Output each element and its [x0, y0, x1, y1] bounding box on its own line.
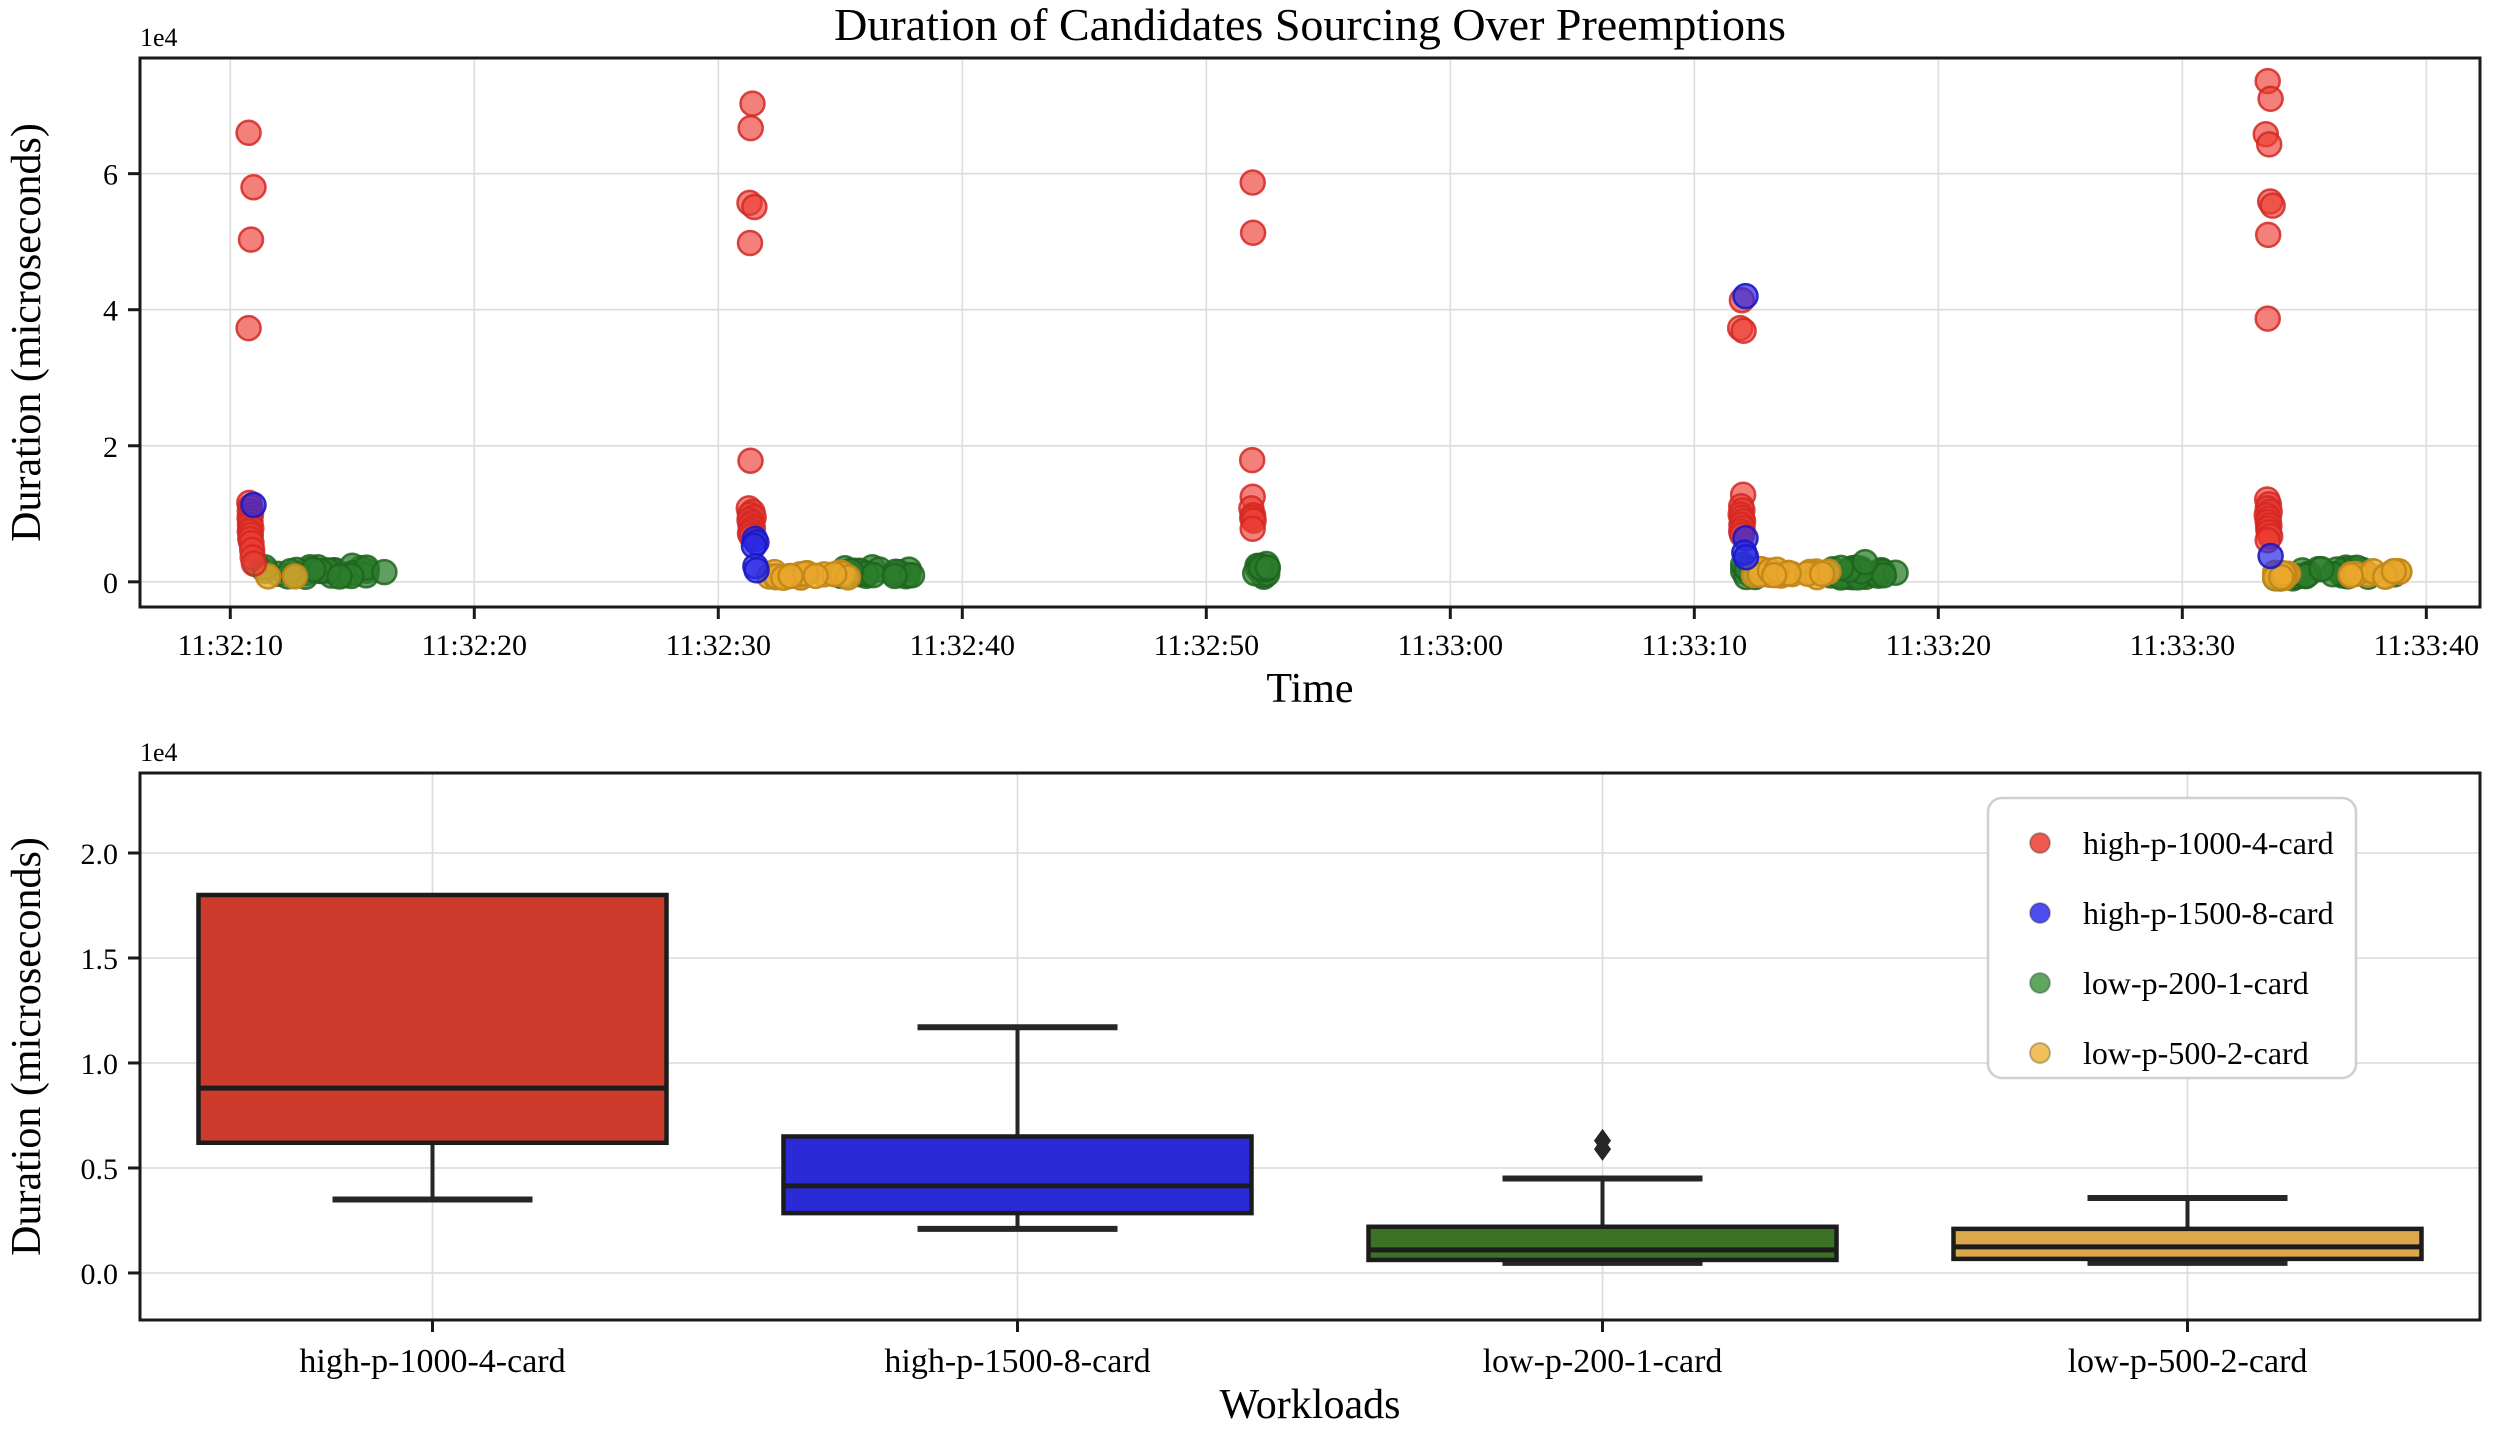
x-tick-label: 11:32:50 — [1153, 629, 1260, 662]
legend-label: high-p-1000-4-card — [2083, 825, 2334, 861]
legend — [1988, 798, 2356, 1078]
scatter-point — [2256, 223, 2280, 247]
scatter-point — [242, 175, 266, 199]
y-tick-label: 0 — [103, 566, 118, 600]
y-axis-offset-text: 1e4 — [140, 738, 178, 767]
scatter-point — [328, 565, 352, 589]
scatter-point — [1241, 517, 1265, 541]
scatter-series-low-p-500-2-card — [256, 557, 2411, 590]
box-high-p-1500-8-card — [784, 1027, 1252, 1229]
x-tick-label: 11:32:20 — [421, 629, 528, 662]
scatter-point — [1810, 562, 1834, 586]
scatter-point — [1853, 550, 1877, 574]
y-tick-label: 0.5 — [80, 1152, 118, 1186]
x-axis-label: Workloads — [1219, 1382, 1401, 1428]
scatter-point — [2261, 194, 2285, 218]
x-tick-label: 11:32:30 — [665, 629, 772, 662]
scatter-plot — [4, 0, 2480, 712]
scatter-series-low-p-200-1-card — [244, 550, 2407, 590]
legend-label: high-p-1500-8-card — [2083, 895, 2334, 931]
x-tick-label: 11:33:30 — [2129, 629, 2236, 662]
y-tick-label: 4 — [103, 294, 118, 328]
scatter-point — [804, 564, 828, 588]
legend-label: low-p-200-1-card — [2083, 965, 2309, 1001]
box-category-label: low-p-200-1-card — [1482, 1343, 1723, 1380]
scatter-point — [2339, 563, 2363, 587]
box-category-label: low-p-500-2-card — [2067, 1343, 2308, 1380]
box-category-label: high-p-1500-8-card — [884, 1343, 1151, 1380]
scatter-point — [1734, 284, 1758, 308]
scatter-point — [1241, 171, 1265, 195]
x-tick-label: 11:33:00 — [1397, 629, 1504, 662]
scatter-point — [742, 195, 766, 219]
scatter-point — [1240, 448, 1264, 472]
y-tick-label: 1.5 — [80, 942, 118, 976]
scatter-point — [242, 552, 266, 576]
x-tick-label: 11:33:10 — [1641, 629, 1748, 662]
legend-marker-low-p-500-2-card — [2030, 1043, 2050, 1063]
scatter-point — [2382, 559, 2406, 583]
box-category-label: high-p-1000-4-card — [299, 1343, 566, 1380]
y-tick-label: 2.0 — [80, 838, 118, 872]
box-plot — [4, 738, 2480, 1428]
x-axis-label: Time — [1266, 666, 1354, 712]
legend-marker-low-p-200-1-card — [2030, 973, 2050, 993]
scatter-point — [745, 558, 769, 582]
scatter-point — [739, 116, 763, 140]
legend-marker-high-p-1000-4-card — [2030, 833, 2050, 853]
scatter-point — [242, 493, 266, 517]
scatter-point — [739, 449, 763, 473]
x-tick-label: 11:33:20 — [1885, 629, 1992, 662]
scatter-point — [2310, 557, 2334, 581]
scatter-point — [2259, 544, 2283, 568]
scatter-point — [239, 228, 263, 252]
scatter-series-high-p-1000-4-card — [237, 69, 2285, 575]
x-tick-label: 11:33:40 — [2373, 629, 2480, 662]
y-axis-offset-text: 1e4 — [140, 23, 178, 52]
box-low-p-200-1-card — [1369, 1130, 1837, 1263]
x-tick-label: 11:32:40 — [909, 629, 1016, 662]
scatter-point — [2256, 307, 2280, 331]
y-tick-label: 6 — [103, 158, 118, 192]
scatter-point — [1762, 563, 1786, 587]
scatter-point — [1734, 545, 1758, 569]
scatter-point — [2257, 132, 2281, 156]
y-tick-label: 0.0 — [80, 1257, 118, 1291]
legend-marker-high-p-1500-8-card — [2030, 903, 2050, 923]
scatter-point — [738, 231, 762, 255]
scatter-point — [237, 121, 261, 145]
scatter-point — [779, 564, 803, 588]
scatter-point — [283, 564, 307, 588]
x-tick-label: 11:32:10 — [177, 629, 284, 662]
scatter-point — [883, 564, 907, 588]
y-tick-label: 1.0 — [80, 1047, 118, 1081]
y-tick-label: 2 — [103, 430, 118, 464]
scatter-point — [372, 560, 396, 584]
scatter-point — [237, 316, 261, 340]
scatter-point — [1241, 221, 1265, 245]
legend-label: low-p-500-2-card — [2083, 1035, 2309, 1071]
box-low-p-500-2-card — [1954, 1198, 2422, 1263]
chart-title: Duration of Candidates Sourcing Over Preemptions — [834, 0, 1786, 50]
box-high-p-1000-4-card — [199, 895, 667, 1199]
scatter-point — [1256, 556, 1280, 580]
scatter-point — [2259, 87, 2283, 111]
y-axis-label: Duration (microseconds) — [4, 837, 50, 1256]
scatter-point — [1732, 319, 1756, 343]
y-axis-label: Duration (microseconds) — [4, 123, 50, 542]
scatter-point — [741, 92, 765, 116]
